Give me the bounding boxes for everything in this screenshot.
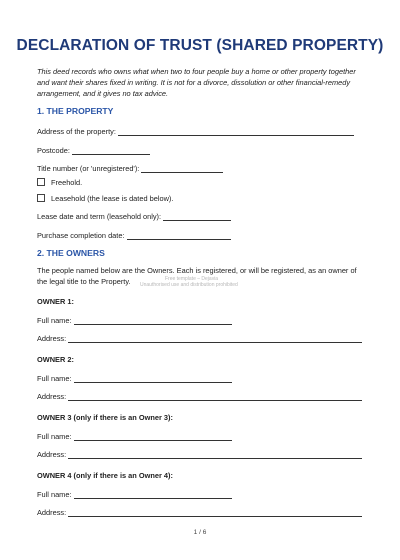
owner-1-name-label: Full name: bbox=[37, 316, 72, 325]
lease-date-field[interactable] bbox=[163, 212, 231, 221]
intro-paragraph: This deed records who owns what when two to four people buy a home or other property together and want their shares fixed in writing. It is not for a divorce, dissolution or other financial-remedy arrangement, and it gives no tax advice. bbox=[37, 67, 356, 99]
owner-4-address-field[interactable] bbox=[68, 508, 362, 517]
owner-4-heading: OWNER 4 (only if there is an Owner 4): bbox=[37, 471, 173, 480]
section-heading-owners: 2. THE OWNERS bbox=[37, 248, 105, 258]
owner-2-name-row bbox=[37, 374, 232, 383]
property-address-label: Address of the property: bbox=[37, 127, 116, 136]
freehold-label: Freehold. bbox=[51, 178, 83, 187]
owner-1-heading: OWNER 1: bbox=[37, 297, 74, 306]
owner-3-name-label: Full name: bbox=[37, 432, 72, 441]
owner-4-name-label: Full name: bbox=[37, 490, 72, 499]
page-number: 1 / 6 bbox=[193, 529, 207, 536]
owners-description: The people named below are the Owners. Each is registered, or will be registered, as an owner of the legal title to the Property. bbox=[37, 266, 357, 287]
property-address-field[interactable] bbox=[118, 127, 354, 136]
owner-1-address-field[interactable] bbox=[68, 334, 362, 343]
postcode-field[interactable] bbox=[72, 146, 150, 155]
owner-2-address-label: Address: bbox=[37, 392, 67, 401]
owner-3-address-row bbox=[37, 450, 362, 459]
watermark-line-1: Free template – Dejavia bbox=[165, 276, 219, 282]
owner-2-address-row bbox=[37, 392, 362, 401]
owner-4-address-label: Address: bbox=[37, 508, 67, 517]
owner-3-name-row bbox=[37, 432, 232, 441]
owner-4-name-row bbox=[37, 490, 232, 499]
owner-2-name-field[interactable] bbox=[74, 374, 232, 383]
owner-1-address-label: Address: bbox=[37, 334, 67, 343]
section-heading-property: 1. THE PROPERTY bbox=[37, 106, 114, 116]
owner-3-name-field[interactable] bbox=[74, 432, 232, 441]
freehold-checkbox[interactable] bbox=[37, 178, 45, 186]
owner-3-address-field[interactable] bbox=[68, 450, 362, 459]
completion-date-field[interactable] bbox=[127, 231, 231, 240]
title-number-field[interactable] bbox=[141, 164, 223, 173]
owner-2-heading: OWNER 2: bbox=[37, 355, 74, 364]
owner-1-address-row bbox=[37, 334, 362, 343]
owner-1-name-field[interactable] bbox=[74, 316, 232, 325]
watermark-line-2: Unauthorised use and distribution prohibited bbox=[140, 282, 238, 288]
title-number-row bbox=[37, 164, 223, 173]
leasehold-checkbox[interactable] bbox=[37, 194, 45, 202]
owner-2-address-field[interactable] bbox=[68, 392, 362, 401]
leasehold-option bbox=[37, 194, 173, 203]
leasehold-label: Leasehold (the lease is dated below). bbox=[51, 194, 174, 203]
completion-date-label: Purchase completion date: bbox=[37, 231, 125, 240]
owner-1-name-row bbox=[37, 316, 232, 325]
property-address-row bbox=[37, 127, 354, 136]
owner-4-address-row bbox=[37, 508, 362, 517]
postcode-row bbox=[37, 146, 150, 155]
owner-2-name-label: Full name: bbox=[37, 374, 72, 383]
lease-date-row bbox=[37, 212, 231, 221]
lease-date-label: Lease date and term (leasehold only): bbox=[37, 212, 162, 221]
title-number-label: Title number (or 'unregistered'): bbox=[37, 164, 140, 173]
freehold-option bbox=[37, 178, 82, 187]
owner-4-name-field[interactable] bbox=[74, 490, 232, 499]
document-title: DECLARATION OF TRUST (SHARED PROPERTY) bbox=[16, 37, 384, 54]
postcode-label: Postcode: bbox=[37, 146, 70, 155]
completion-date-row bbox=[37, 231, 231, 240]
owner-3-heading: OWNER 3 (only if there is an Owner 3): bbox=[37, 413, 173, 422]
owner-3-address-label: Address: bbox=[37, 450, 67, 459]
